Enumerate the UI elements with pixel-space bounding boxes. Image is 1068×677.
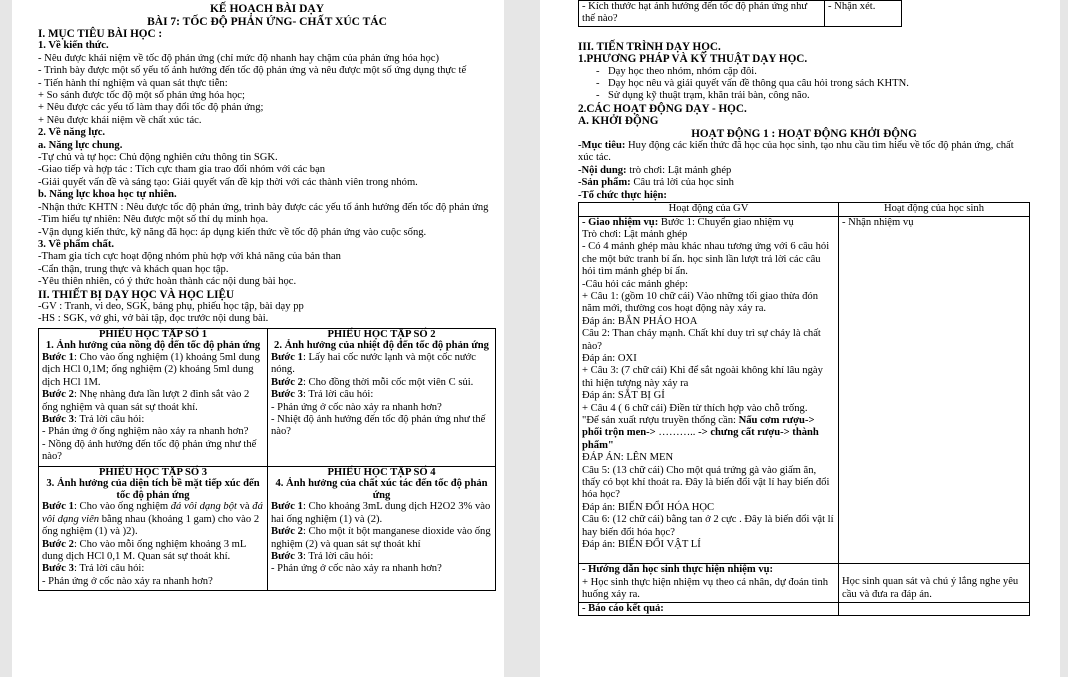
- step-text: : Cho vào mỗi ống nghiệm khoảng 3 mL dung dịch HCl 0,1 M. Quan sát sự thoát khí.: [42, 538, 246, 562]
- heading-warmup: A. KHỞI ĐỘNG: [578, 115, 659, 128]
- label: - Báo cáo kết quả:: [582, 602, 664, 614]
- heading-knowledge: 1. Về kiến thức.: [38, 40, 109, 52]
- worksheet-grid: [38, 328, 496, 591]
- label: -Mục tiêu:: [578, 140, 626, 152]
- carryover-answer: - Nhận xét.: [825, 1, 902, 27]
- label: -Tổ chức thực hiện:: [578, 189, 667, 201]
- text: Nấu cơm rượu-> phối trộn men->: [582, 415, 815, 439]
- step-text: đá vôi dạng bột: [170, 501, 237, 513]
- student-activity-cell: [839, 564, 1030, 602]
- text-line: -HS : SGK, vở ghi, vở bài tập, đọc trước nội dung bài.: [38, 313, 269, 325]
- worksheet-topic: 1. Ảnh hưởng của nồng độ đến tốc độ phản ứng: [45, 340, 261, 352]
- activity-table: [578, 202, 1030, 616]
- step-label: Bước 2: [42, 389, 74, 401]
- text-line: + Nêu được khái niệm về chất xúc tác.: [38, 114, 202, 126]
- step-label: Bước 3: [42, 413, 74, 425]
- text-line: -Tìm hiểu tự nhiên: Nêu được một số thí dụ minh họa.: [38, 214, 269, 226]
- step-text: : Trả lời câu hỏi:: [73, 563, 145, 575]
- text-line: + Học sinh thực hiện nhiệm vụ theo cá nhân, dự đoán tình huống xảy ra.: [582, 576, 829, 601]
- heading-qualities: 3. Về phẩm chất.: [38, 238, 115, 250]
- document-page-left: [12, 0, 504, 677]
- lesson-subtitle: BÀI 7: TỐC ĐỘ PHẢN ỨNG- CHẤT XÚC TÁC: [147, 15, 387, 28]
- text-line: -Nhận thức KHTN : Nêu được tốc độ phản ứng, trình bày được các yếu tố ảnh hưởng đến tốc độ phản ứng: [38, 201, 489, 213]
- text-line: -Cẩn thận, trung thực và khách quan học tập.: [38, 263, 229, 275]
- heading-methods: 1.PHƯƠNG PHÁP VÀ KỸ THUẬT DẠY HỌC.: [578, 53, 808, 66]
- text-line: - Có 4 mảnh ghép màu khác nhau tương ứng với 6 câu hỏi che một bức tranh bí ẩn. học sinh lần lượt trả lời các câu hỏi tìm mảnh ghép bí ẩn.: [582, 241, 830, 278]
- column-header-student: Hoạt động của học sinh: [839, 203, 1030, 216]
- step-label: Bước 1: [42, 351, 74, 363]
- text-line: Câu 6: (12 chữ cái) bằng tan ở 2 cực . Đây là biến đổi vật lí hay biến đổi hóa học?: [582, 514, 834, 538]
- text: Câu trả lời của học sinh: [630, 177, 734, 189]
- lesson-plan-title: KẾ HOẠCH BÀI DẠY: [209, 3, 325, 15]
- step-text: : Cho khoảng 3mL dung dịch H2O2 3% vào hai ống nghiệm (1) và (2).: [271, 501, 491, 525]
- worksheet-row: [39, 467, 495, 591]
- text-line: -GV : Tranh, vi deo, SGK, bảng phụ, phiếu học tập, bài dạy pp: [38, 300, 304, 312]
- worksheet-heading: PHIẾU HỌC TẬP SỐ 4: [327, 466, 436, 478]
- step-label: Bước 3: [271, 551, 303, 562]
- step-label: Bước 1: [42, 501, 74, 513]
- question-text: - Phản ứng ở cốc nào xảy ra nhanh hơn?: [271, 401, 442, 413]
- worksheet-heading: PHIẾU HỌC TẬP SỐ 2: [327, 328, 436, 340]
- column-header-teacher: Hoạt động của GV: [579, 203, 839, 216]
- text: Huy động các kiến thức đã học của học sinh, tạo nhu cầu tìm hiểu về tốc độ phản ứng, chất xúc tác.: [578, 140, 1014, 164]
- step-text: : Cho vào ống nghiệm: [73, 501, 171, 513]
- step-text: : Cho vào ống nghiệm (1) khoảng 5ml dung dịch HCl 0,1M; ống nghiệm (2) khoảng 5ml dung dịch HCl 1M.: [42, 351, 260, 388]
- text-line: Câu 5: (13 chữ cái) Cho một quả trứng gà vào giấm ăn, thấy có bọt khí thoát ra. Đây là biến đổi vật lí hay biến đổi hóa học?: [582, 464, 830, 501]
- text-line: + Câu 4 ( 6 chữ cái) Điền từ thích hợp vào chỗ trống.: [582, 402, 808, 414]
- worksheet-1: [39, 329, 267, 466]
- text-line: - Trình bày được một số yếu tố ảnh hưởng đến tốc độ phản ứng và nêu được một số ứng dụng thực tế: [38, 65, 467, 77]
- teacher-activity-cell: [579, 216, 839, 564]
- step-text: : Lấy hai cốc nước lạnh và một cốc nước nóng.: [271, 351, 476, 376]
- step-text: : Trả lời câu hỏi:: [73, 413, 145, 425]
- worksheet-topic: 2. Ảnh hưởng của nhiệt độ đến tốc độ phản ứng: [274, 340, 489, 352]
- section-objectives: I. MỤC TIÊU BÀI HỌC :: [38, 28, 163, 40]
- text-line: Đáp án: OXI: [582, 352, 637, 364]
- text-line: - Nêu được khái niệm về tốc độ phản ứng (chỉ mức độ nhanh hay chậm của phản ứng hóa học): [38, 52, 439, 64]
- text-line: Đáp án: BIẾN ĐỔI HÓA HỌC: [582, 501, 715, 513]
- step-label: Bước 3: [271, 389, 303, 401]
- text-line: + Nêu được các yếu tố làm thay đổi tốc độ phản ứng;: [38, 102, 264, 114]
- student-activity-cell: [839, 602, 1030, 615]
- step-text: : Cho đồng thời mỗi cốc một viên C sủi.: [302, 376, 474, 388]
- step-label: Bước 2: [271, 376, 303, 388]
- step-label: Bước 1: [271, 501, 303, 513]
- label: -Sản phẩm:: [578, 177, 631, 189]
- heading-science-competence: b. Năng lực khoa học tự nhiên.: [38, 189, 177, 201]
- step-text: : Trả lời câu hỏi:: [302, 389, 374, 401]
- heading-activities: 2.CÁC HOẠT ĐỘNG DẠY - HỌC.: [578, 102, 747, 115]
- text: ………..: [658, 427, 696, 439]
- step-text: : Nhẹ nhàng đưa lần lượt 2 đinh sắt vào 2 ống nghiệm và quan sát sự thoát khí.: [42, 389, 250, 413]
- text-line: Đáp án: BIẾN ĐỔI VẬT LÍ: [582, 539, 701, 551]
- step-text: : Trả lời câu hỏi:: [302, 551, 374, 562]
- section-equipment: II. THIẾT BỊ DẠY HỌC VÀ HỌC LIỆU: [38, 288, 235, 301]
- question-text: - Phản ứng ở cốc nào xảy ra nhanh hơn?: [271, 563, 442, 575]
- heading-competence: 2. Về năng lực.: [38, 127, 106, 139]
- text-line: Đáp án: BẮN PHÁO HOA: [582, 315, 698, 327]
- step-text: bằng nhau (khoảng 1 gam) cho vào 2 ống nghiệm (1) và )2).: [42, 513, 260, 538]
- list-item: - Sử dụng kỹ thuật trạm, khăn trải bàn, công não.: [578, 90, 1030, 102]
- text-line: -Vận dụng kiến thức, kỹ năng đã học: áp dụng kiến thức về tốc độ phản ứng vào cuộc sống.: [38, 226, 427, 238]
- text-line: + So sánh được tốc độ một số phản ứng hóa học;: [38, 90, 245, 102]
- worksheet-3: [39, 467, 267, 591]
- step-label: Bước 1: [271, 351, 303, 363]
- step-text: : Cho một ít bột manganese dioxide vào ống nghiệm (2) và quan sát sự thoát khí: [271, 526, 491, 550]
- label: - Giao nhiệm vụ:: [582, 216, 659, 228]
- teacher-activity-cell: [579, 602, 839, 615]
- worksheet-heading: PHIẾU HỌC TẬP SỐ 3: [98, 466, 208, 478]
- list-item: - Dạy học theo nhóm, nhóm cặp đôi.: [578, 66, 1030, 78]
- carryover-question: - Kích thước hạt ảnh hưởng đến tốc độ phản ứng như thế nào?: [579, 1, 825, 27]
- heading-general-competence: a. Năng lực chung.: [38, 139, 123, 151]
- student-activity-cell: - Nhận nhiệm vụ: [839, 216, 1030, 564]
- text-line: ĐÁP ÁN: LÊN MEN: [582, 452, 674, 464]
- question-text: - Phản ứng ở ống nghiệm nào xảy ra nhanh hơn?: [42, 426, 249, 438]
- text-line: Học sinh quan sát và chú ý lắng nghe yêu cầu và đưa ra đáp án.: [842, 576, 1019, 600]
- text: "Để sản xuất rượu truyền thống cần:: [582, 415, 739, 426]
- step-text: đá vôi dạng viên: [42, 501, 263, 525]
- text-line: -Giải quyết vấn đề và sáng tạo: Giải quyết vấn đề kịp thời với các thành viên trong nhóm.: [38, 176, 418, 188]
- text-line: Đáp án: SẮT BỊ GỈ: [582, 390, 665, 402]
- question-text: - Nồng độ ảnh hưởng đến tốc độ phản ứng như thế nào?: [42, 438, 257, 463]
- question-text: - Phản ứng ở cốc nào xảy ra nhanh hơn?: [42, 575, 213, 587]
- worksheet-topic: 4. Ảnh hưởng của chất xúc tác đến tốc độ phản ứng: [275, 478, 488, 501]
- step-text: và: [236, 501, 253, 513]
- activity-title: HOẠT ĐỘNG 1 : HOẠT ĐỘNG KHỞI ĐỘNG: [691, 127, 917, 140]
- step-label: Bước 3: [42, 563, 74, 575]
- text-line: -Tự chủ và tự học: Chủ động nghiên cứu thông tin SGK.: [38, 152, 278, 164]
- text-line: -Tham gia tích cực hoạt động nhóm phù hợp với khả năng của bản than: [38, 251, 341, 263]
- text-line: -Yêu thiên nhiên, có ý thức hoàn thành các nội dung bài học.: [38, 276, 297, 288]
- label: - Hướng dẫn học sinh thực hiện nhiệm vụ:: [582, 564, 774, 576]
- teacher-activity-cell: [579, 564, 839, 602]
- text: -> chưng cất rượu-> thành phẩm": [582, 427, 819, 451]
- text-line: -Giao tiếp và hợp tác : Tích cực tham gia trao đổi nhóm với các bạn: [38, 164, 326, 176]
- document-page-right: [540, 0, 1060, 677]
- text-line: -Câu hỏi các mảnh ghép:: [582, 278, 688, 290]
- text: trò chơi: Lật mảnh ghép: [626, 164, 732, 176]
- worksheet-topic: 3. Ảnh hưởng của diện tích bề mặt tiếp xúc đến tốc độ phản ứng: [46, 478, 260, 501]
- text-line: - Tiến hành thí nghiệm và quan sát thực tiễn:: [38, 77, 228, 89]
- text-line: + Câu 1: (gồm 10 chữ cái) Vào những tối giao thừa đón năm mới, thường cos hoạt động này xảy ra.: [582, 290, 819, 315]
- text: Bước 1: Chuyển giao nhiệm vụ: [658, 216, 794, 228]
- text-line: Trò chơi: Lật mảnh ghép: [582, 228, 688, 240]
- worksheet-row: [39, 329, 495, 467]
- label: -Nội dung:: [578, 164, 627, 176]
- worksheet-heading: PHIẾU HỌC TẬP SỐ 1: [98, 328, 208, 340]
- question-text: - Nhiệt độ ảnh hưởng đến tốc độ phản ứng như thế nào?: [271, 413, 486, 438]
- section-process: III. TIẾN TRÌNH DẠY HỌC.: [578, 40, 721, 53]
- method-list: [578, 66, 1030, 103]
- carryover-table: [578, 0, 902, 27]
- list-item: - Dạy học nêu và giải quyết vấn đề thông qua câu hỏi trong sách KHTN.: [578, 78, 1030, 90]
- step-label: Bước 2: [42, 538, 74, 550]
- text-line: Câu 2: Than cháy mạnh. Chất khí duy trì sự cháy là chất nào?: [582, 328, 821, 352]
- step-label: Bước 2: [271, 526, 303, 538]
- worksheet-4: [267, 467, 495, 591]
- worksheet-2: [267, 329, 495, 466]
- text-line: + Câu 3: (7 chữ cái) Khi để sắt ngoài không khí lâu ngày thì hiện tượng này xảy ra: [582, 365, 823, 389]
